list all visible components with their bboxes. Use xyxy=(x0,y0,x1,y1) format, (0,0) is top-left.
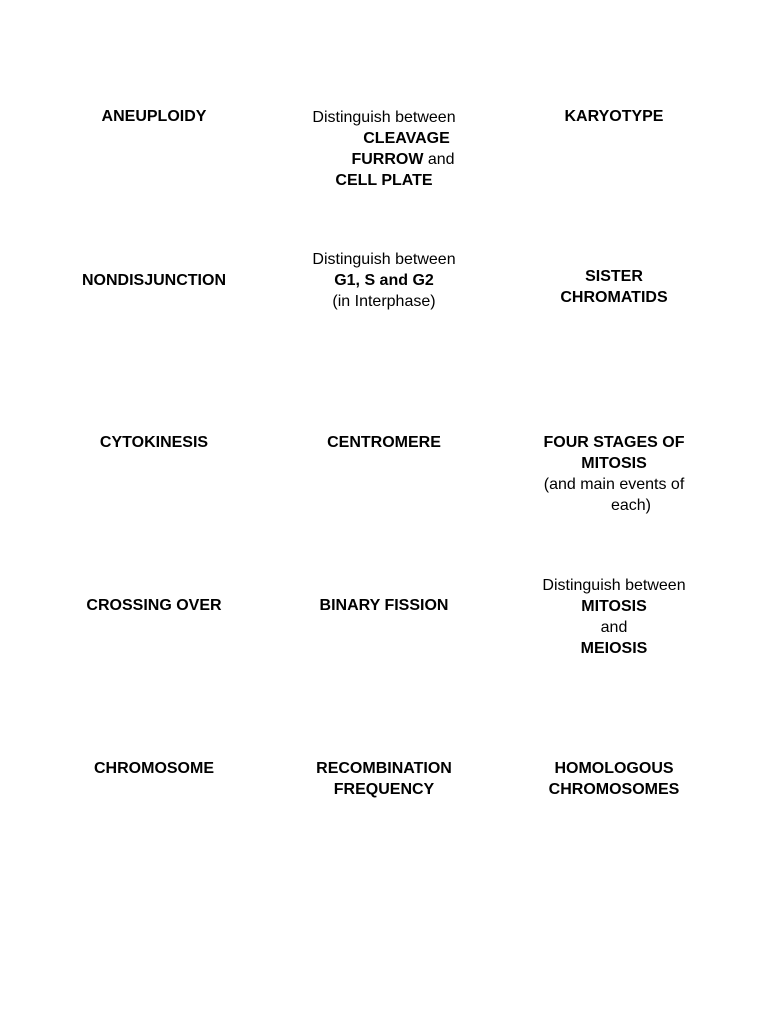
card-intro: Distinguish between xyxy=(542,577,686,594)
card-sister-chromatids xyxy=(499,266,729,308)
card-centromere xyxy=(269,432,499,453)
card-note-line1: (and main events of xyxy=(543,476,685,493)
card-term-line1: SISTER xyxy=(585,268,643,285)
card-term-cleavage: CLEAVAGE xyxy=(363,130,450,147)
card-note: (in Interphase) xyxy=(332,293,436,310)
card-term-line2: CHROMOSOMES xyxy=(548,781,680,798)
card-term-line1: RECOMBINATION xyxy=(316,760,452,777)
card-term: NONDISJUNCTION xyxy=(81,272,226,289)
card-term-cell-plate: CELL PLATE xyxy=(335,172,433,189)
card-term: CENTROMERE xyxy=(327,434,441,451)
card-intro: Distinguish between xyxy=(312,109,456,126)
card-term-line1: FOUR STAGES OF xyxy=(543,434,685,451)
card-term-line2: CHROMATIDS xyxy=(560,289,668,306)
card-term: KARYOTYPE xyxy=(564,108,664,125)
card-cytokinesis xyxy=(39,432,269,453)
card-recombination-frequency xyxy=(269,758,499,800)
card-g1-s-g2 xyxy=(269,249,499,312)
card-term: CYTOKINESIS xyxy=(99,434,209,451)
card-nondisjunction xyxy=(39,270,269,291)
card-crossing-over xyxy=(39,595,269,616)
card-term-meiosis: MEIOSIS xyxy=(580,640,648,657)
card-homologous-chromosomes xyxy=(499,758,729,800)
card-chromosome xyxy=(39,758,269,779)
card-aneuploidy xyxy=(39,106,269,127)
card-term-line2: FREQUENCY xyxy=(333,781,435,798)
card-term-line1: HOMOLOGOUS xyxy=(554,760,674,777)
card-four-stages-of-mitosis xyxy=(499,432,729,516)
card-term-furrow: FURROW xyxy=(351,151,424,168)
card-intro: Distinguish between xyxy=(312,251,456,268)
card-and: and xyxy=(600,619,628,636)
card-term: ANEUPLOIDY xyxy=(101,108,207,125)
card-and: and xyxy=(423,151,455,168)
card-binary-fission xyxy=(269,595,499,616)
card-term: CHROMOSOME xyxy=(94,760,214,777)
card-mitosis-vs-meiosis xyxy=(499,575,729,659)
card-term-line2: MITOSIS xyxy=(581,455,647,472)
card-karyotype xyxy=(499,106,729,127)
card-note-line2: each) xyxy=(610,497,652,514)
card-term: BINARY FISSION xyxy=(319,597,449,614)
card-term: CROSSING OVER xyxy=(86,597,222,614)
card-cleavage-vs-cell-plate xyxy=(269,107,499,191)
card-term-mitosis: MITOSIS xyxy=(581,598,647,615)
card-terms: G1, S and G2 xyxy=(334,272,434,289)
